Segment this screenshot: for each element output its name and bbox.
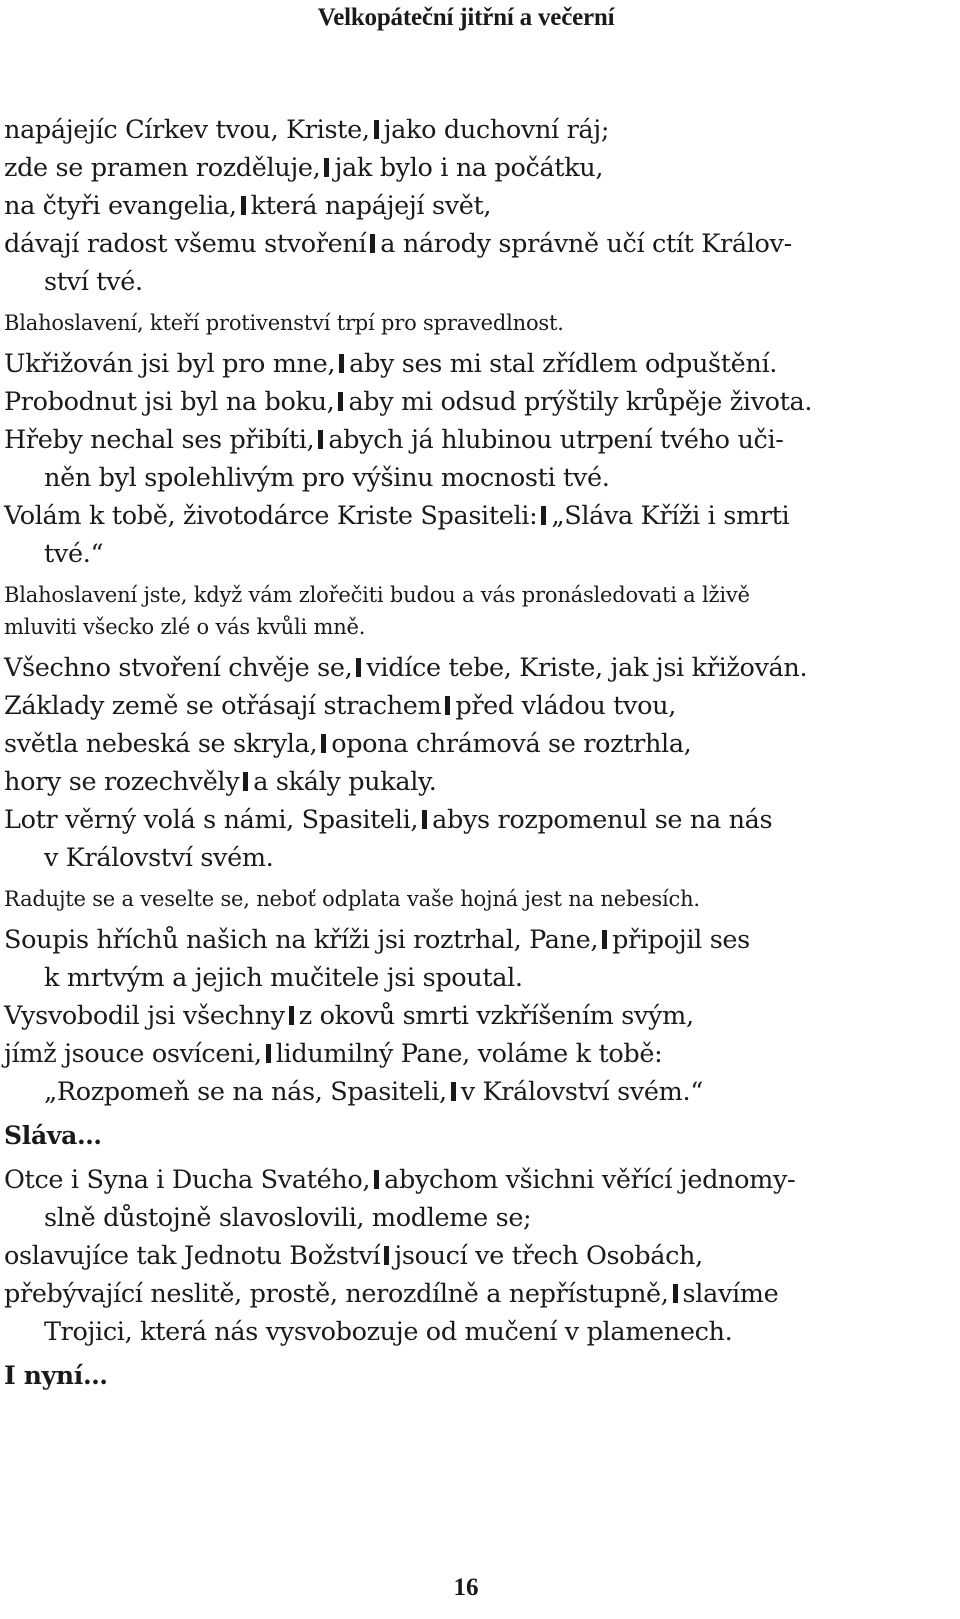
- text-segment: přebývající neslitě, prostě, nerozdílně a nepřístupně,: [4, 1279, 669, 1309]
- verse-divider-mark: [338, 392, 343, 411]
- text-segment: abych já hlubinou utrpení tvého uči-: [328, 425, 784, 455]
- text-segment: Trojici, která nás vysvobozuje od mučení v plamenech.: [44, 1317, 733, 1347]
- text-segment: světla nebeská se skryla,: [4, 729, 318, 759]
- stanza-line: [4, 801, 928, 839]
- stanza-line: [4, 687, 928, 725]
- text-segment: Probodnut jsi byl na boku,: [4, 387, 335, 417]
- text-segment: napájejíc Církev tvou, Kriste,: [4, 115, 370, 145]
- text-segment: Volám k tobě, životodárce Kriste Spasiteli:: [4, 501, 538, 531]
- stanza-line: [4, 1035, 928, 1073]
- stanza-line: [4, 535, 928, 573]
- stanza-1: [4, 111, 928, 301]
- stanza-line: [4, 149, 928, 187]
- stanza-line: [4, 763, 928, 801]
- text-segment: jak bylo i na počátku,: [334, 153, 604, 183]
- text-segment: opona chrámová se roztrhla,: [331, 729, 692, 759]
- i-nyni-rubric: I nyní…: [4, 1361, 108, 1390]
- text-segment: aby ses mi stal zřídlem odpuštění.: [349, 349, 778, 379]
- verse-divider-mark: [451, 1082, 456, 1101]
- text-segment: slně důstojně slavoslovili, modleme se;: [44, 1203, 532, 1233]
- verse-divider-mark: [243, 772, 248, 791]
- verse-divider-mark: [289, 1006, 294, 1025]
- text-segment: v Království svém.“: [460, 1077, 703, 1107]
- beatitude-verse-1: Blahoslavení, kteří protivenství trpí pro spravedlnost.: [4, 311, 564, 335]
- stanza-line: [4, 111, 928, 149]
- stanza-line: [4, 997, 928, 1035]
- verse-divider-mark: [602, 930, 607, 949]
- verse-divider-mark: [384, 1246, 389, 1265]
- stanza-line: [4, 1275, 928, 1313]
- verse-divider-mark: [374, 120, 379, 139]
- text-segment: lidumilný Pane, voláme k tobě:: [275, 1039, 663, 1069]
- stanza-line: [4, 263, 928, 301]
- text-segment: na čtyři evangelia,: [4, 191, 237, 221]
- stanza-line: [4, 1313, 928, 1351]
- text-segment: aby mi odsud prýštily krůpěje života.: [348, 387, 813, 417]
- text-segment: něn byl spolehlivým pro výšinu mocnosti tvé.: [44, 463, 610, 493]
- stanza-line: [4, 187, 928, 225]
- beatitude-verse-2-line: Blahoslavení jste, když vám zlořečiti budou a vás pronásledovati a lživě: [4, 583, 750, 607]
- text-segment: jako duchovní ráj;: [383, 115, 610, 145]
- text-segment: z okovů smrti vzkříšením svým,: [298, 1001, 694, 1031]
- verse-divider-mark: [266, 1044, 271, 1063]
- text-segment: Všechno stvoření chvěje se,: [4, 653, 353, 683]
- verse-divider-mark: [321, 734, 326, 753]
- stanza-line: [4, 839, 928, 877]
- verse-divider-mark: [324, 158, 329, 177]
- stanza-line: [4, 345, 928, 383]
- text-segment: oslavujíce tak Jednotu Božství: [4, 1241, 381, 1271]
- beatitude-verse-3: Radujte se a veselte se, neboť odplata vaše hojná jest na nebesích.: [4, 887, 700, 911]
- text-segment: vidíce tebe, Kriste, jak jsi křižován.: [366, 653, 808, 683]
- text-segment: Vysvobodil jsi všechny: [4, 1001, 285, 1031]
- text-segment: dávají radost všemu stvoření: [4, 229, 367, 259]
- text-segment: jsoucí ve třech Osobách,: [394, 1241, 703, 1271]
- slava-rubric: Sláva…: [4, 1121, 102, 1150]
- page-number: 16: [453, 1574, 479, 1601]
- stanza-line: [4, 383, 928, 421]
- stanza-line: [4, 1161, 928, 1199]
- text-segment: připojil ses: [612, 925, 750, 955]
- stanza-line: [4, 959, 928, 997]
- verse-divider-mark: [339, 354, 344, 373]
- stanza-2: [4, 345, 928, 573]
- text-segment: abychom všichni věřící jednomy-: [384, 1165, 796, 1195]
- verse-divider-mark: [445, 696, 450, 715]
- verse-divider-mark: [318, 430, 323, 449]
- stanza-line: [4, 225, 928, 263]
- verse-divider-mark: [374, 1170, 379, 1189]
- text-segment: zde se pramen rozděluje,: [4, 153, 321, 183]
- text-segment: v Království svém.: [44, 843, 274, 873]
- verse-divider-mark: [241, 196, 246, 215]
- verse-divider-mark: [422, 810, 427, 829]
- verse-divider-mark: [370, 234, 375, 253]
- stanza-line: [4, 421, 928, 459]
- page-body: [4, 111, 928, 1395]
- text-segment: Základy země se otřásají strachem: [4, 691, 442, 721]
- stanza-line: [4, 459, 928, 497]
- text-segment: která napájejí svět,: [250, 191, 492, 221]
- text-segment: abys rozpomenul se na nás: [432, 805, 773, 835]
- page-header-title: Velkopáteční jitřní a večerní: [317, 4, 615, 31]
- verse-divider-mark: [673, 1284, 678, 1303]
- text-segment: k mrtvým a jejich mučitele jsi spoutal.: [44, 963, 523, 993]
- text-segment: hory se rozechvěly: [4, 767, 240, 797]
- text-segment: „Rozpomeň se na nás, Spasiteli,: [44, 1077, 447, 1107]
- verse-divider-mark: [541, 506, 546, 525]
- stanza-line: [4, 1237, 928, 1275]
- text-segment: před vládou tvou,: [455, 691, 676, 721]
- text-segment: a skály pukaly.: [253, 767, 437, 797]
- text-segment: Lotr věrný volá s námi, Spasiteli,: [4, 805, 419, 835]
- beatitude-verse-2-line: mluviti všecko zlé o vás kvůli mně.: [4, 615, 366, 639]
- stanza-3: [4, 649, 928, 877]
- stanza-5: [4, 1161, 928, 1351]
- stanza-line: [4, 1073, 928, 1111]
- text-segment: Ukřižován jsi byl pro mne,: [4, 349, 336, 379]
- stanza-4: [4, 921, 928, 1111]
- text-segment: Hřeby nechal ses přibíti,: [4, 425, 315, 455]
- text-segment: ství tvé.: [44, 267, 143, 297]
- verse-divider-mark: [356, 658, 361, 677]
- text-segment: jímž jsouce osvíceni,: [4, 1039, 262, 1069]
- text-segment: a národy správně učí ctít Králov-: [380, 229, 792, 259]
- text-segment: Soupis hříchů našich na kříži jsi roztrhal, Pane,: [4, 925, 599, 955]
- stanza-line: [4, 1199, 928, 1237]
- stanza-line: [4, 649, 928, 687]
- stanza-line: [4, 497, 928, 535]
- stanza-line: [4, 921, 928, 959]
- text-segment: tvé.“: [44, 539, 104, 569]
- text-segment: „Sláva Kříži i smrti: [551, 501, 790, 531]
- text-segment: slavíme: [682, 1279, 779, 1309]
- stanza-line: [4, 725, 928, 763]
- text-segment: Otce i Syna i Ducha Svatého,: [4, 1165, 371, 1195]
